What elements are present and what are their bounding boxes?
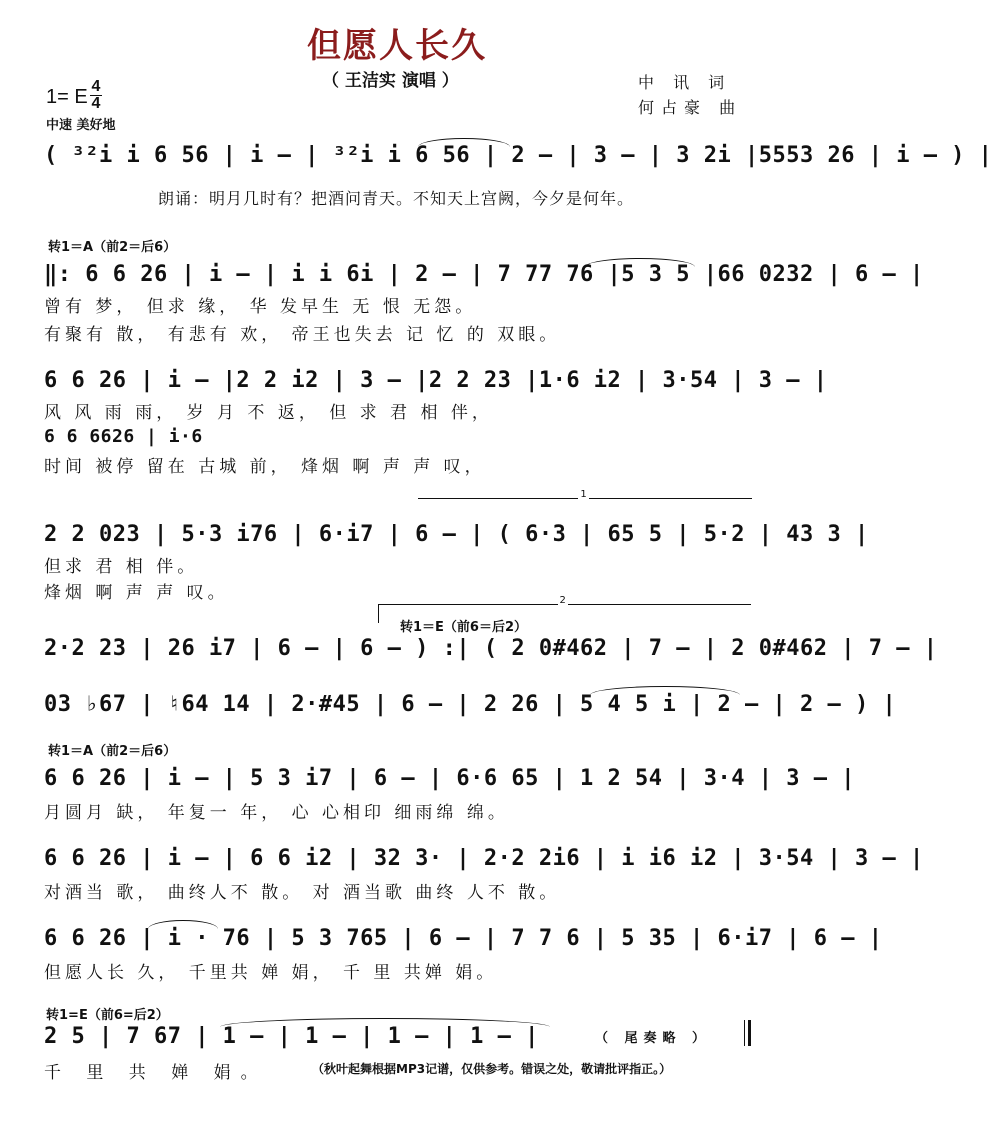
staff-line-2-notes: 6 6 26 | i – |2 2 i2 | 3 – |2 2 23 |1·6 i2 | 3·54 | 3 – | [44,368,828,393]
staff-line-4-notes: 2·2 23 | 26 i7 | 6 – | 6 – ) :| ( 2 0#462 | 7 – | 2 0#462 | 7 – | [44,636,938,661]
modulation-marking-3: 转1＝A（前2＝后6） [48,744,177,759]
page-title: 但愿人长久 [307,26,487,66]
staff-line-3-lyrics-2: 烽烟 啊 声 声 叹。 [44,583,229,603]
staff-line-2-lyrics-2: 时间 被停 留在 古城 前， 烽烟 啊 声 声 叹， [44,457,486,477]
composer-credit: 何占豪 曲 [638,98,743,117]
staff-line-2-alt-notes: 6 6 6626 | i·6 [44,426,203,447]
staff-line-1-lyrics-2: 有聚有 散， 有悲有 欢， 帝王也失去 记 忆 的 双眼。 [44,325,561,345]
volta-bracket-1: 1 [418,498,752,517]
staff-line-7-lyrics: 对酒当 歌， 曲终人不 散。 对 酒当歌 曲终 人不 散。 [44,883,561,903]
modulation-marking-2: 转1＝E（前6＝后2） [400,620,528,635]
staff-line-8-notes: 6 6 26 | i · 76 | 5 3 765 | 6 – | 7 7 6 | 5 35 | 6·i7 | 6 – | [44,926,883,951]
tempo-marking: 中速 美好地 [46,118,116,133]
transcription-remark: （秋叶起舞根据MP3记谱，仅供参考。错误之处，敬请批评指正。） [312,1062,672,1076]
staff-line-7-notes: 6 6 26 | i – | 6 6 i2 | 32 3· | 2·2 2i6 | i i6 i2 | 3·54 | 3 – | [44,846,924,871]
staff-line-8-lyrics: 但愿人长 久， 千里共 婵 娟， 千 里 共婵 娟。 [44,963,498,983]
volta-bracket-2: 2 [378,604,751,623]
key-signature: 1= E [46,86,88,108]
coda-note: （ 尾奏略 ） [595,1031,712,1046]
staff-line-6-notes: 6 6 26 | i – | 5 3 i7 | 6 – | 6·6 65 | 1 2 54 | 3·4 | 3 – | [44,766,855,791]
staff-line-9-lyrics: 千 里 共 婵 娟。 [44,1063,268,1083]
staff-line-9-notes: 2 5 | 7 67 | 1 – | 1 – | 1 – | 1 – | [44,1024,539,1049]
staff-line-5-notes: 03 ♭67 | ♮64 14 | 2·#45 | 6 – | 2 26 | 5 4 5 i | 2 – | 2 – ) | [44,692,897,717]
time-bottom: 4 [91,95,101,112]
modulation-marking: 转1＝A（前2＝后6） [48,240,177,255]
time-top: 4 [91,78,101,95]
staff-line-3-lyrics-1: 但求 君 相 伴。 [44,557,199,577]
lyricist-credit: 中 讯 词 [638,73,732,92]
staff-line-1-lyrics-1: 曾有 梦， 但求 缘， 华 发早生 无 恨 无怨。 [44,297,477,317]
singer-credit: （ 王洁实 演唱 ） [322,71,459,91]
modulation-marking-4: 转1=E（前6=后2） [46,1008,169,1023]
staff-line-6-lyrics: 月圆月 缺， 年复一 年， 心 心相印 细雨绵 绵。 [44,803,509,823]
staff-line-3-notes: 2 2 023 | 5·3 i76 | 6·i7 | 6 – | ( 6·3 | 65 5 | 5·2 | 43 3 | [44,522,869,547]
intro-notes: ( ³²i i 6 56 | i – | ³²i i 6 56 | 2 – | 3 – | 3 2i |5553 26 | i – ) | [44,143,992,168]
time-signature [90,80,102,111]
staff-line-2-lyrics-1: 风 风 雨 雨， 岁 月 不 返， 但 求 君 相 伴， [44,403,493,423]
recitation-text: 朗诵：明月几时有？把酒问青天。不知天上宫阙，今夕是何年。 [158,189,635,208]
staff-line-1-notes: ‖: 6 6 26 | i – | i i 6i | 2 – | 7 77 76 |5 3 5 |66 0232 | 6 – | [44,262,924,287]
